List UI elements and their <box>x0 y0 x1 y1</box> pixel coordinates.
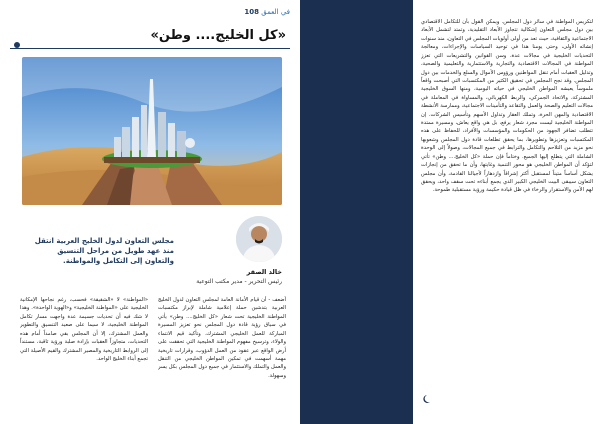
hero-image <box>22 57 282 205</box>
right-page-body: لتكريس المواطنة في سائر دول المجلس. ويمكن القول بأن للتكامل الاقتصادي بين دول مجلس التعاون إشكالية تتجاوز الأبعاد التقليدية، وتمتد لتشمل الأبعاد الاجتماعية والثقافية، حيث تعد من أولى أولويات المجلس في التعاون، منذ سنوات إنشائه الأولى، وحتى يومنا هذا في توحيد السياسات والإجراءات، ومعالجة التحديات الخليجية في مجالات عدة، وسن القوانين والتشريعات التي تعزز المواطنة في المجالات الاقتصادية والتجارية والاستثمارية والتعليمية والصحية، وتذليل العقبات أمام تنقل المواطنين ورؤوس الأموال والسلع والخدمات بين دول المجلس. وقد نجح المجلس في تحقيق الكثير من المكتسبات التي أصبحت واقعاً ملموساً يعيشه المواطن الخليجي في حياته اليومية، ومنها السوق الخليجية المشتركة، والاتحاد الجمركي، والربط الكهربائي، والمساواة في المعاملة في مجالات التعليم والصحة والعمل والتقاعد والتأمينات الاجتماعية، وممارسة الأنشطة الاقتصادية والمهن الحرة، وتملك العقار وتداول الأسهم وتأسيس الشركات. إن المواطنة الخليجية ليست مجرد شعار يرفع، بل هي واقع يعاش، ومسيرة ممتدة تتطلب تضافر الجهود من الحكومات والمؤسسات والأفراد، للحفاظ على هذه المكتسبات وتعزيزها وتطويرها، بما يحقق تطلعات قادة دول المجلس وشعوبها نحو مزيد من التلاحم والتكامل والترابط في جميع المجالات، وصولاً إلى الوحدة الشاملة التي يتطلع إليها الجميع. وختاماً فإن حملة «كل الخليج.... وطن» تأتي لتؤكد أن المواطن الخليجي هو محور التنمية وغايتها، وأن ما تحقق من إنجازات يشكل أساساً متيناً لمستقبل أكثر إشراقاً وازدهاراً لأجيالنا القادمة، وأن مجلس التعاون سيبقى البيت الخليجي الكبير الذي يجمع أبناءه تحت سقف واحد، ويحقق لهم الأمن والاستقرار والرخاء في ظل قيادة حكيمة ورؤية مستقبلية طموحة. <box>421 19 593 194</box>
navy-band <box>300 0 413 424</box>
section-label: في العمق <box>261 8 290 16</box>
author-name: خالد الصقر <box>246 268 282 276</box>
crescent-icon <box>421 394 431 404</box>
hero-illustration <box>22 57 282 205</box>
author-avatar <box>236 216 282 262</box>
article-title: «كل الخليج.... وطن» <box>150 28 286 43</box>
page-number: 108 <box>244 8 260 16</box>
pull-quote: مجلس التعاون لدول الخليج العربية انتقل منذ عهد طويل من مراحل التنسيق والتعاون إلى التكامل والمواطنة. <box>34 237 174 266</box>
title-underline <box>10 48 290 49</box>
page-header <box>190 8 290 22</box>
article-column-right: أضعف - أن قيام الأمانة العامة لمجلس التعاون لدول الخليج العربية بتدشين حملة إعلامية شاملة لإبراز مكتسبات المواطنة الخليجية تحت شعار «كل الخليج.... وطن» يأتي في سياق رؤية قادة دول المجلس نحو تعزيز المسيرة المباركة للعمل الخليجي المشترك، وتأكيد قيم الانتماء والولاء، وترسيخ مفهوم المواطنة الخليجية التي تحققت على أرض الواقع عبر عقود من العمل الدؤوب، وقرارات تاريخية مهمة أسهمت في تمكين المواطن الخليجي من التنقل والعمل والتملك والاستثمار في جميع دول المجلس بكل يسر وسهولة. <box>158 297 286 379</box>
article-column-left: «المواطنة» لا «الشقيقة» فحسب، رغم نجاحها الإمكانية الخليجية على «المواطنة الخليجية» و«الهوية الواحدة». وهذا لا شك فيه أن تحديات جسيمة عدة واجهت مسار تكامل المواطنة الخليجية، لا سيما على صعيد التنسيق والتطوير والعمل المشترك، إلا أن المجلس بقي صامداً أمام هذه التحديات، متجاوزاً العقبات بإرادة صلبة ورؤية ثاقبة، مستنداً إلى الروابط التاريخية والمصير المشترك والقيم الأصيلة التي تجمع أبناء الخليج الواحد. <box>20 297 148 362</box>
author-role: رئيس التحرير - مدير مكتب التوعية <box>196 278 282 285</box>
right-page <box>413 0 600 424</box>
